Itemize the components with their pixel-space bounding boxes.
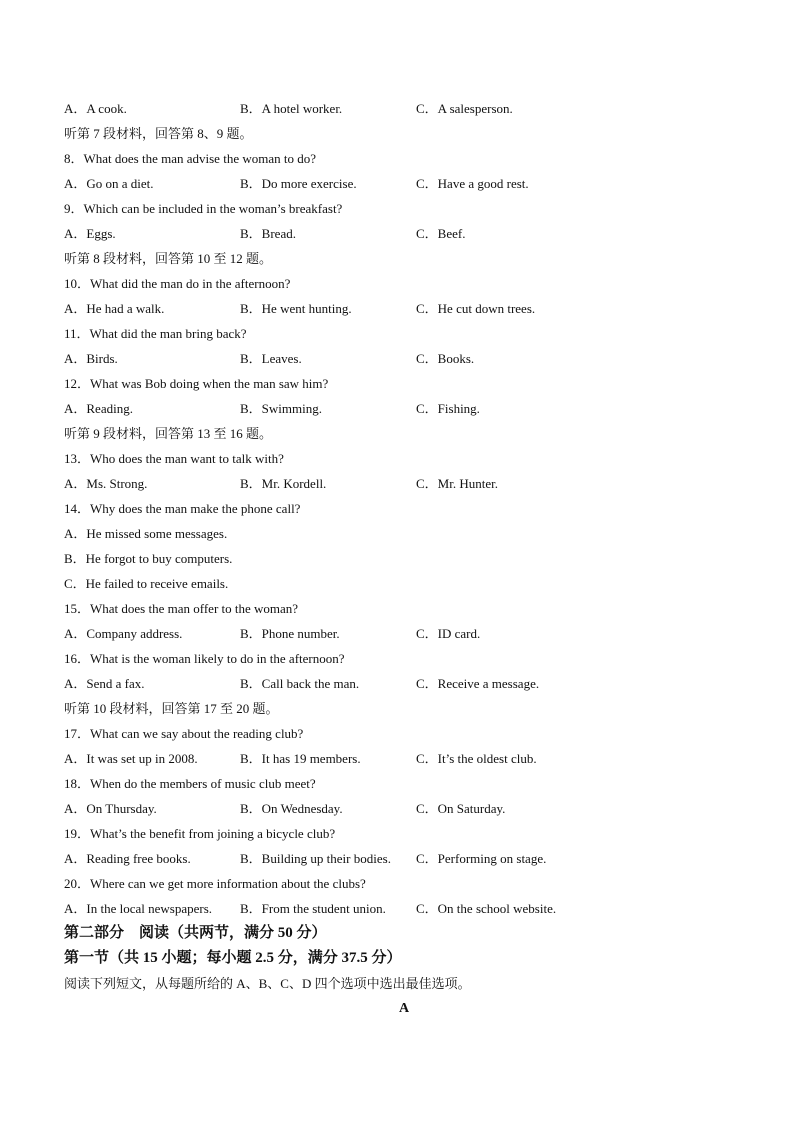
option-row: [64, 796, 744, 821]
option-a: A．In the local newspapers.: [64, 901, 213, 916]
text-line: 15．What does the man offer to the woman?: [64, 601, 299, 616]
option-a: A．Company address.: [64, 626, 183, 641]
text-line: 16．What is the woman likely to do in the afternoon?: [64, 651, 345, 666]
text-line: 13．Who does the man want to talk with?: [64, 451, 284, 466]
option-a: A．Reading.: [64, 401, 133, 416]
option-b: B．From the student union.: [240, 901, 386, 916]
text-line: 17．What can we say about the reading club?: [64, 726, 304, 741]
option-c: C．On Saturday.: [416, 801, 506, 816]
option-c: C．He cut down trees.: [416, 301, 536, 316]
text-line: 11．What did the man bring back?: [64, 326, 247, 341]
option-row: [64, 346, 744, 371]
option-a: A．He had a walk.: [64, 301, 165, 316]
option-c: C．It’s the oldest club.: [416, 751, 537, 766]
option-b: B．Swimming.: [240, 401, 322, 416]
option-b: B．A hotel worker.: [240, 101, 343, 116]
option-b: B．Call back the man.: [240, 676, 360, 691]
option-c: C．Beef.: [416, 226, 466, 241]
text-line: 9．Which can be included in the woman’s breakfast?: [64, 201, 343, 216]
text-line: 19．What’s the benefit from joining a bicycle club?: [64, 826, 336, 841]
option-b: B．Building up their bodies.: [240, 851, 391, 866]
option-b: B．Bread.: [240, 226, 296, 241]
option-row: [64, 746, 744, 771]
option-row: [64, 471, 744, 496]
option-row: [64, 396, 744, 421]
option-b: B．On Wednesday.: [240, 801, 343, 816]
option-b: B．Phone number.: [240, 626, 340, 641]
option-row: [64, 621, 744, 646]
option-c: C．A salesperson.: [416, 101, 513, 116]
text-line: 阅读下列短文，从每题所给的 A、B、C、D 四个选项中选出最佳选项。: [64, 976, 471, 991]
option-row: [64, 671, 744, 696]
option-b: B．Do more exercise.: [240, 176, 357, 191]
document-body: [64, 96, 744, 1021]
option-row: [64, 846, 744, 871]
option-row: [64, 171, 744, 196]
text-line: 20．Where can we get more information about the clubs?: [64, 876, 366, 891]
passage-label: A: [398, 1001, 410, 1016]
option-row: [64, 296, 744, 321]
option-a: A．Birds.: [64, 351, 118, 366]
option-c: C．On the school website.: [416, 901, 557, 916]
text-line: 听第 7 段材料，回答第 8、9 题。: [64, 126, 253, 141]
option-b: B．He went hunting.: [240, 301, 352, 316]
text-line: 10．What did the man do in the afternoon?: [64, 276, 291, 291]
text-line: B．He forgot to buy computers.: [64, 551, 233, 566]
option-b: B．Mr. Kordell.: [240, 476, 327, 491]
option-a: A．Reading free books.: [64, 851, 191, 866]
option-c: C．Performing on stage.: [416, 851, 547, 866]
text-line: 14．Why does the man make the phone call?: [64, 501, 301, 516]
option-c: C．ID card.: [416, 626, 481, 641]
text-line: C．He failed to receive emails.: [64, 576, 229, 591]
option-row: [64, 896, 744, 921]
option-c: C．Books.: [416, 351, 475, 366]
text-line: 听第 9 段材料，回答第 13 至 16 题。: [64, 426, 273, 441]
option-a: A．Ms. Strong.: [64, 476, 148, 491]
option-a: A．Send a fax.: [64, 676, 145, 691]
option-a: A．Eggs.: [64, 226, 116, 241]
option-b: B．It has 19 members.: [240, 751, 361, 766]
option-a: A．A cook.: [64, 101, 127, 116]
option-row: [64, 221, 744, 246]
text-line: 听第 10 段材料，回答第 17 至 20 题。: [64, 701, 279, 716]
text-line: 听第 8 段材料，回答第 10 至 12 题。: [64, 251, 273, 266]
section-heading: 第一节（共 15 小题；每小题 2.5 分，满分 37.5 分）: [64, 950, 402, 966]
option-a: A．It was set up in 2008.: [64, 751, 198, 766]
option-row: [64, 96, 744, 121]
text-line: 8．What does the man advise the woman to do?: [64, 151, 316, 166]
text-line: 12．What was Bob doing when the man saw him?: [64, 376, 329, 391]
option-a: A．Go on a diet.: [64, 176, 154, 191]
option-c: C．Mr. Hunter.: [416, 476, 498, 491]
option-c: C．Fishing.: [416, 401, 480, 416]
option-b: B．Leaves.: [240, 351, 302, 366]
option-c: C．Have a good rest.: [416, 176, 529, 191]
text-line: 18．When do the members of music club meet?: [64, 776, 316, 791]
option-a: A．On Thursday.: [64, 801, 157, 816]
option-c: C．Receive a message.: [416, 676, 540, 691]
text-line: A．He missed some messages.: [64, 526, 228, 541]
section-heading: 第二部分 阅读（共两节，满分 50 分）: [64, 925, 327, 941]
